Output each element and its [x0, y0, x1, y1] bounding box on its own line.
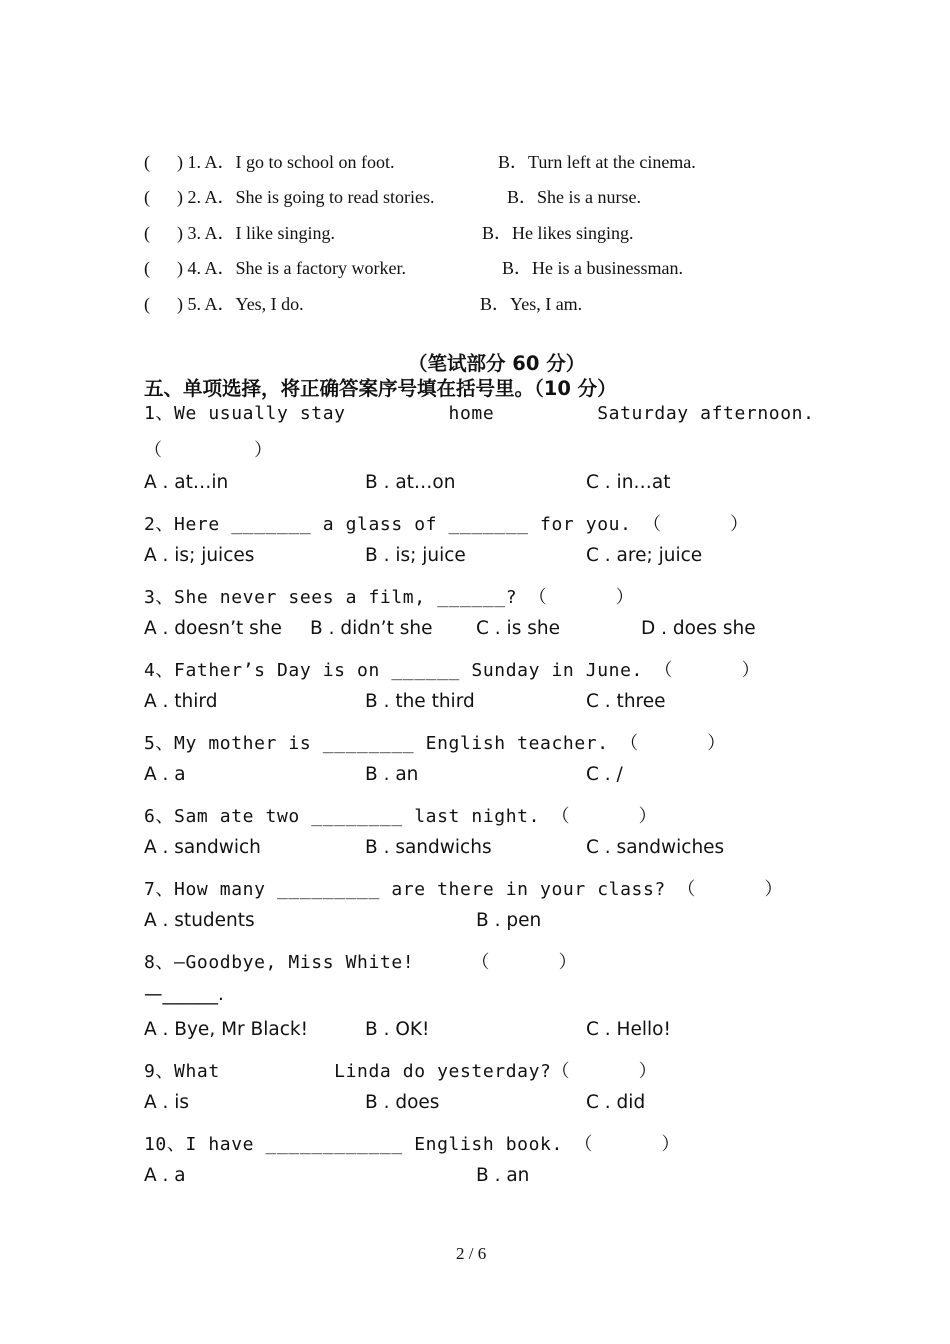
listening-item-1-b: B．Turn left at the cinema.	[498, 152, 696, 172]
question-4-option-c: C . three	[586, 691, 666, 712]
question-10-stem: 10、I have ____________ English book. （ ）	[144, 1134, 681, 1155]
question-1-answer-bracket: （ ）	[144, 440, 273, 461]
question-6-option-b: B . sandwichs	[365, 837, 492, 858]
question-1-option-b: B . at…on	[365, 472, 456, 493]
listening-item-2-b: B．She is a nurse.	[507, 187, 641, 207]
question-2-option-b: B . is; juice	[365, 545, 466, 566]
question-9-option-c: C . did	[586, 1092, 646, 1113]
question-3-option-d: D . does she	[641, 618, 756, 639]
question-1-option-c: C . in…at	[586, 472, 671, 493]
question-6-stem: 6、Sam ate two ________ last night. （ ）	[144, 806, 658, 827]
question-10-option-b: B . an	[476, 1165, 530, 1186]
question-9-stem: 9、What Linda do yesterday?（ ）	[144, 1061, 658, 1082]
listening-item-4-b: B．He is a businessman.	[502, 258, 683, 278]
section-five-title: 五、单项选择，将正确答案序号填在括号里。（10 分）	[144, 377, 617, 400]
question-4-option-b: B . the third	[365, 691, 475, 712]
question-3-option-c: C . is she	[476, 618, 560, 639]
question-7-stem: 7、How many _________ are there in your class? （ ）	[144, 879, 784, 900]
question-8-option-b: B . OK!	[365, 1019, 430, 1040]
question-2-option-c: C . are; juice	[586, 545, 703, 566]
listening-item-5-a: ( ) 5. A．Yes, I do.	[144, 294, 304, 314]
question-8-option-c: C . Hello!	[586, 1019, 671, 1040]
question-8-reply-line: —______.	[144, 984, 224, 1005]
question-7-option-a: A . students	[144, 910, 255, 931]
question-5-option-b: B . an	[365, 764, 419, 785]
listening-item-2-a: ( ) 2. A．She is going to read stories.	[144, 187, 435, 207]
listening-item-5-b: B．Yes, I am.	[480, 294, 583, 314]
question-2-stem: 2、Here _______ a glass of _______ for you. （ ）	[144, 514, 749, 535]
question-1-stem: 1、We usually stay home Saturday afternoon.	[144, 403, 815, 424]
question-9-option-b: B . does	[365, 1092, 440, 1113]
question-6-option-a: A . sandwich	[144, 837, 261, 858]
question-4-option-a: A . third	[144, 691, 218, 712]
question-3-option-a: A . doesn’t she	[144, 618, 282, 639]
question-1-option-a: A . at…in	[144, 472, 229, 493]
question-3-option-b: B . didn’t she	[310, 618, 433, 639]
written-section-title: （笔试部分 60 分）	[408, 352, 586, 375]
question-2-option-a: A . is; juices	[144, 545, 255, 566]
question-7-option-b: B . pen	[476, 910, 542, 931]
question-4-stem: 4、Father’s Day is on ______ Sunday in June. （ ）	[144, 660, 761, 681]
listening-item-3-b: B．He likes singing.	[482, 223, 634, 243]
listening-item-3-a: ( ) 3. A．I like singing.	[144, 223, 335, 243]
question-5-stem: 5、My mother is ________ English teacher. （ ）	[144, 733, 726, 754]
question-3-stem: 3、She never sees a film, ______? （ ）	[144, 587, 635, 608]
listening-item-4-a: ( ) 4. A．She is a factory worker.	[144, 258, 406, 278]
question-9-option-a: A . is	[144, 1092, 190, 1113]
question-5-option-c: C . /	[586, 764, 623, 785]
question-10-option-a: A . a	[144, 1165, 186, 1186]
question-5-option-a: A . a	[144, 764, 186, 785]
question-8-stem: 8、—Goodbye, Miss White! （ ）	[144, 952, 578, 973]
listening-item-1-a: ( ) 1. A．I go to school on foot.	[144, 152, 395, 172]
question-8-option-a: A . Bye, Mr Black!	[144, 1019, 308, 1040]
question-6-option-c: C . sandwiches	[586, 837, 725, 858]
page-number: 2 / 6	[456, 1244, 487, 1263]
